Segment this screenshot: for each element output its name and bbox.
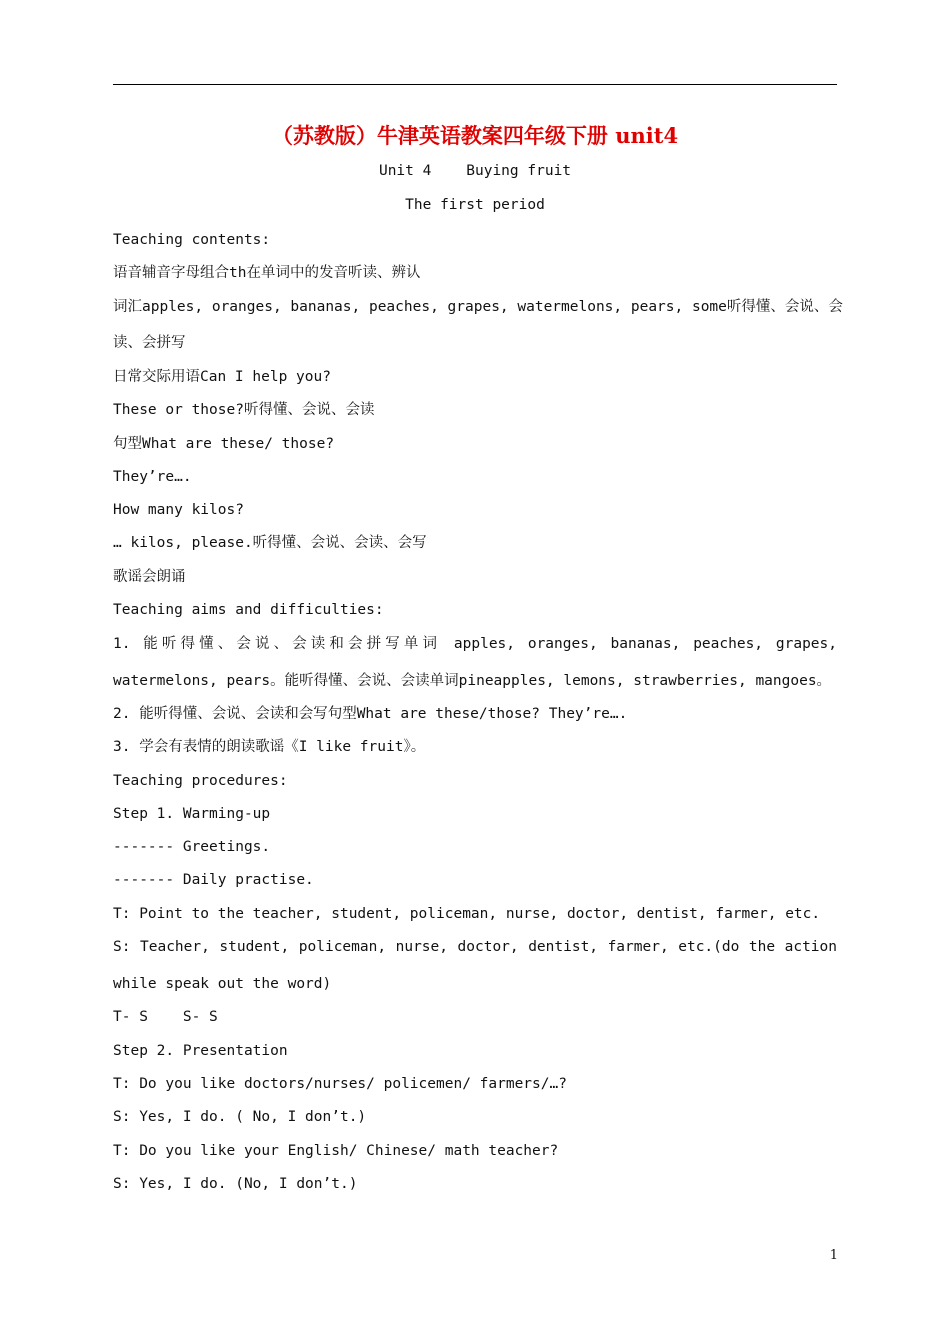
body-line: 1. 能听得懂、会说、会读和会拼写单词 apples, oranges, bananas, peaches, grapes, [113, 636, 837, 652]
body-line: T- S S- S [113, 1009, 218, 1025]
body-line: T: Do you like doctors/nurses/ policemen/ farmers/…? [113, 1076, 567, 1092]
step-heading: Step 2. Presentation [113, 1043, 288, 1059]
body-line: 句型What are these/ those? [113, 436, 335, 452]
step-heading: Step 1. Warming-up [113, 806, 271, 822]
body-line: They’re…. [113, 469, 192, 485]
body-line: S: Teacher, student, policeman, nurse, doctor, dentist, farmer, etc.(do the action [113, 939, 837, 955]
body-line: 语音辅音字母组合th在单词中的发音听读、辨认 [113, 265, 421, 281]
section-heading: Teaching aims and difficulties: [113, 602, 384, 618]
body-line: How many kilos? [113, 502, 244, 518]
body-line: ------- Daily practise. [113, 872, 314, 888]
body-line: T: Do you like your English/ Chinese/ math teacher? [113, 1143, 559, 1159]
body-line: S: Yes, I do. ( No, I don’t.) [113, 1109, 367, 1125]
section-heading: Teaching procedures: [113, 773, 288, 789]
section-heading: Teaching contents: [113, 232, 271, 248]
body-line: 3. 学会有表情的朗读歌谣《I like fruit》。 [113, 739, 426, 755]
body-line: while speak out the word) [113, 976, 332, 992]
body-line: 歌谣会朗诵 [113, 569, 186, 585]
body-line: S: Yes, I do. (No, I don’t.) [113, 1176, 358, 1192]
body-line: 读、会拼写 [113, 335, 186, 351]
body-line: … kilos, please.听得懂、会说、会读、会写 [113, 535, 427, 551]
header-rule [113, 84, 837, 85]
period-heading: The first period [405, 197, 545, 213]
document-title: （苏教版）牛津英语教案四年级下册 unit4 [271, 123, 679, 148]
body-line: ------- Greetings. [113, 839, 271, 855]
body-line: 词汇apples, oranges, bananas, peaches, grapes, watermelons, pears, some听得懂、会说、会 [113, 299, 843, 315]
body-line: 日常交际用语Can I help you? [113, 369, 331, 385]
body-line: watermelons, pears。能听得懂、会说、会读单词pineapples, lemons, strawberries, mangoes。 [113, 673, 832, 689]
body-line: 2. 能听得懂、会说、会读和会写句型What are these/those? They’re…. [113, 706, 628, 722]
page-number: 1 [829, 1248, 838, 1263]
body-line: T: Point to the teacher, student, policeman, nurse, doctor, dentist, farmer, etc. [113, 906, 821, 922]
body-line: These or those?听得懂、会说、会读 [113, 402, 375, 418]
unit-heading: Unit 4 Buying fruit [378, 163, 572, 179]
